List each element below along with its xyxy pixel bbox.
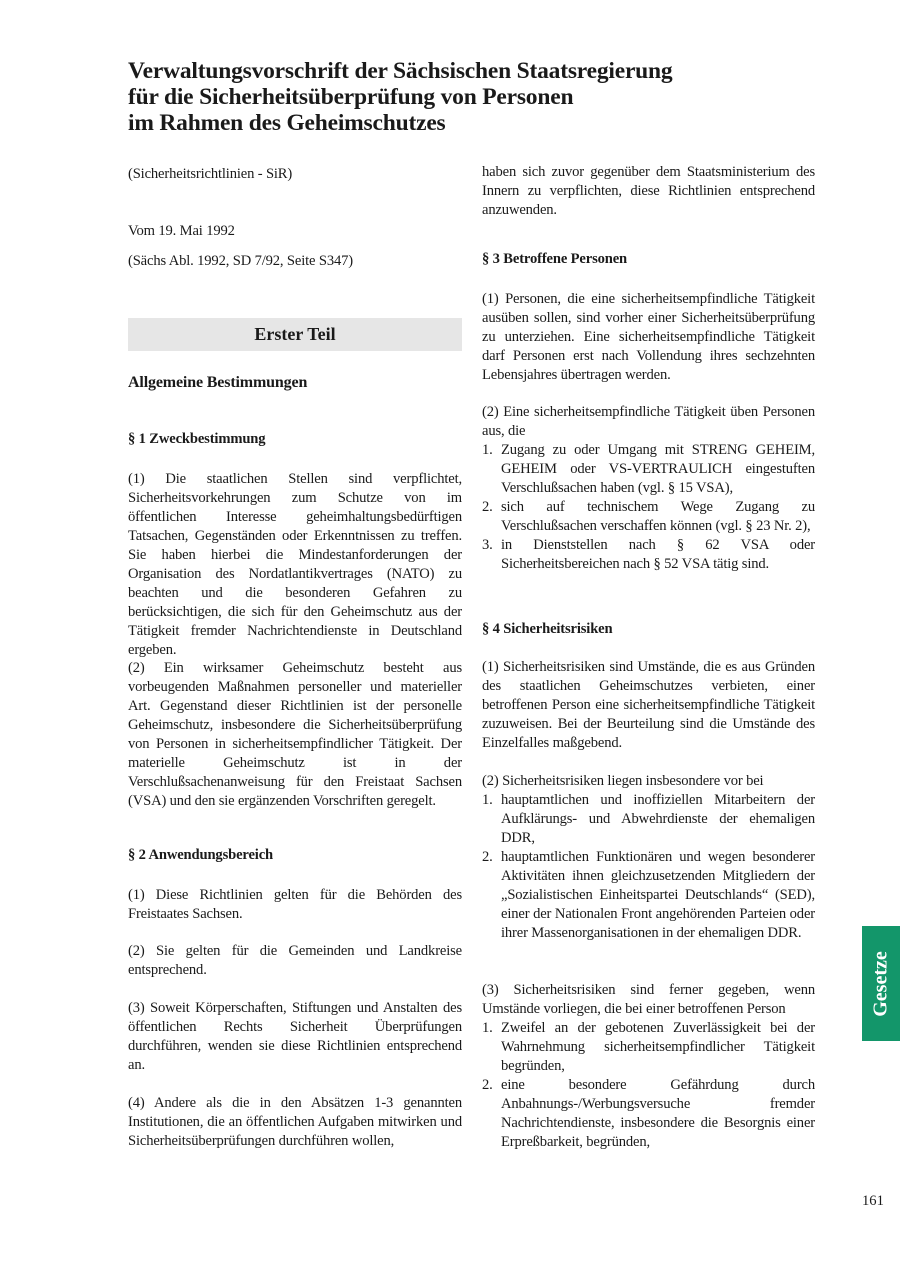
side-tab-gesetze (862, 926, 900, 1041)
paragraph-intro: (2) Sicherheitsrisiken liegen insbesondere vor bei (482, 773, 764, 789)
section-2-paragraph-2: (2) Sie gelten für die Gemeinden und Landkreise entsprechend. (128, 943, 462, 978)
section-2-heading: § 2 Anwendungsbereich (128, 847, 273, 863)
page-number: 161 (862, 1193, 884, 1209)
list-text: sich auf technischem Wege Zugang zu Verschlußsachen verschaffen können (vgl. § 23 Nr. 2), (501, 499, 815, 534)
list-item (482, 1076, 815, 1152)
document-title (128, 58, 828, 136)
list-text: eine besondere Gefährdung durch Anbahnungs-/Werbungsversuche fremder Nachrichtendienste, insbesondere die Besorgnis einer Erpreßbarkeit, begründen, (501, 1077, 815, 1150)
list-item (482, 441, 815, 498)
list-item (482, 498, 815, 536)
list-number: 3. (482, 537, 493, 553)
list-text: hauptamtlichen und inoffiziellen Mitarbeitern der Aufklärungs- und Abwehrdienste der ehemaligen DDR, (501, 792, 815, 846)
section-3-paragraph-1: (1) Personen, die eine sicherheitsempfindliche Tätigkeit ausüben sollen, sind vorher einer Sicherheitsüberprüfung zu unterziehen. Eine sicherheitsempfindliche Tätigkeit darf Personen erst nach Vollendung ihres sechzehnten Lebensjahres übertragen werden. (482, 291, 815, 383)
title-line: Verwaltungsvorschrift der Sächsischen Staatsregierung (128, 58, 673, 84)
list-item (482, 1019, 815, 1076)
paragraph-intro: (3) Sicherheitsrisiken sind ferner gegeben, wenn Umstände vorliegen, die bei einer betroffenen Person (482, 982, 815, 1017)
list-item (482, 536, 815, 574)
list-number: 2. (482, 499, 493, 515)
list-text: Zugang zu oder Umgang mit STRENG GEHEIM, GEHEIM oder VS-VERTRAULICH eingestuften Verschlußsachen haben (vgl. § 15 VSA), (501, 442, 815, 496)
publication-source: (Sächs Abl. 1992, SD 7/92, Seite S347) (128, 253, 353, 269)
section-4-list-2 (482, 791, 815, 943)
section-4-paragraph-1: (1) Sicherheitsrisiken sind Umstände, die es aus Gründen des staatlichen Geheimschutzes verbieten, einer betroffenen Person eine sicherheitsempfindliche Tätigkeit zuzuweisen. Bei der Beurteilung sind die Umstände des Einzelfalles maßgebend. (482, 659, 815, 751)
list-text: Zweifel an der gebotenen Zuverlässigkeit bei der Wahrnehmung sicherheitsempfindlicher Tätigkeit begründen, (501, 1020, 815, 1074)
section-4-list-3 (482, 1019, 815, 1152)
paragraph-intro: (2) Eine sicherheitsempfindliche Tätigkeit üben Personen aus, die (482, 404, 815, 439)
section-1-paragraph-1: (1) Die staatlichen Stellen sind verpflichtet, Sicherheitsvorkehrungen zum Schutze von im öffentlichen Interesse geheimhaltungsbedürftigen Tatsachen, Gegenständen oder Erkenntnissen zu treffen. Sie haben hierbei die Mindestanforderungen der Organisation des Nordatlantikvertrages (NATO) zu beachten und die besonderen Gefahren zu berücksichtigen, die sich für den Geheimschutz aus der Tätigkeit fremder Nachrichtendienste in Deutschland ergeben. (128, 471, 462, 658)
list-number: 2. (482, 1077, 493, 1093)
list-text: hauptamtlichen Funktionären und wegen besonderer Aktivitäten ihnen gleichzusetzenden Mitgliedern der „Sozialistischen Einheitspartei Deutschlands“ (SED), einer der Nationalen Front angehörenden Parteien oder ihrer Massenorganisationen in der ehemaligen DDR. (501, 849, 815, 941)
list-number: 1. (482, 1020, 493, 1036)
list-number: 1. (482, 442, 493, 458)
issue-date: Vom 19. Mai 1992 (128, 223, 235, 239)
list-number: 2. (482, 849, 493, 865)
section-3-paragraph-2 (482, 403, 815, 574)
section-2-paragraph-4: (4) Andere als die in den Absätzen 1-3 genannten Institutionen, die an öffentlichen Aufgaben mitwirken und Sicherheitsüberprüfungen durchführen wollen, (128, 1095, 462, 1149)
part-subheading: Allgemeine Bestimmungen (128, 374, 308, 391)
section-2-paragraph-1: (1) Diese Richtlinien gelten für die Behörden des Freistaates Sachsen. (128, 887, 462, 922)
section-4-paragraph-3 (482, 981, 815, 1152)
section-3-heading: § 3 Betroffene Personen (482, 251, 628, 267)
section-2-paragraph-4-continued: haben sich zuvor gegenüber dem Staatsministerium des Innern zu verpflichten, diese Richtlinien entsprechend anzuwenden. (482, 164, 815, 218)
list-text: in Dienststellen nach § 62 VSA oder Sicherheitsbereichen nach § 52 VSA tätig sind. (501, 537, 815, 572)
section-3-list (482, 441, 815, 574)
title-line: im Rahmen des Geheimschutzes (128, 110, 446, 136)
part-heading: Erster Teil (128, 318, 462, 351)
title-line: für die Sicherheitsüberprüfung von Personen (128, 84, 574, 110)
section-1-paragraph-2: (2) Ein wirksamer Geheimschutz besteht aus vorbeugenden Maßnahmen personeller und materieller Art. Gegenstand dieser Richtlinien ist der personelle Geheimschutz, insbesondere die Sicherheitsüberprüfung von Personen in sicherheitsempfindlicher Tätigkeit. Der materielle Geheimschutz ist in der Verschlußsachenanweisung für den Freistaat Sachsen (VSA) und den sie ergänzenden Vorschriften geregelt. (128, 660, 462, 809)
section-1-heading: § 1 Zweckbestimmung (128, 431, 266, 447)
section-4-paragraph-2 (482, 772, 815, 943)
short-title: (Sicherheitsrichtlinien - SiR) (128, 166, 293, 182)
list-item (482, 848, 815, 943)
section-4-heading: § 4 Sicherheitsrisiken (482, 621, 613, 637)
section-2-paragraph-3: (3) Soweit Körperschaften, Stiftungen und Anstalten des öffentlichen Rechts Sicherheit Überprüfungen durchführen, wenden sie diese Richtlinien entsprechend an. (128, 1000, 462, 1073)
list-number: 1. (482, 792, 493, 808)
side-tab-label: Gesetze (869, 950, 892, 1017)
list-item (482, 791, 815, 848)
